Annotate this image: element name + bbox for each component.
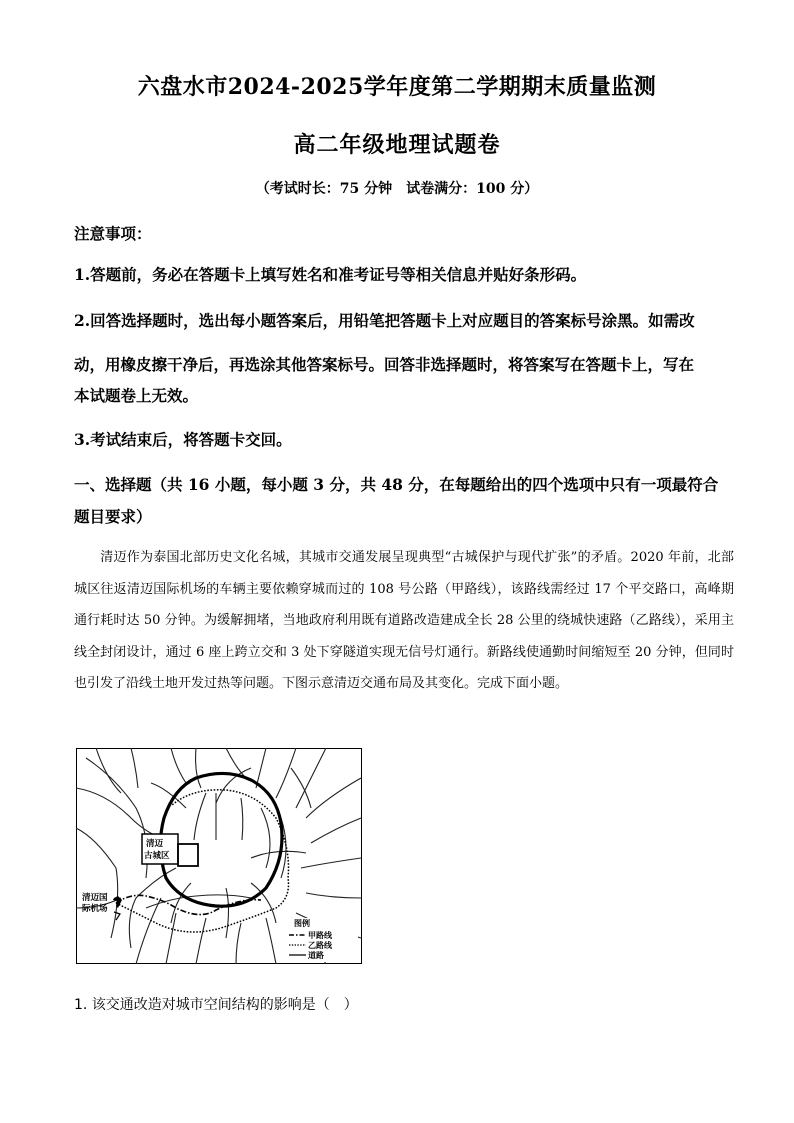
exam-title: 六盘水市2024-2025学年度第二学期期末质量监测 [137,74,657,100]
note-item-2-line-1: 2.回答选择题时，选出每小题答案后，用铅笔把答题卡上对应题目的答案标号涂黑。如需改 [74,311,695,330]
section-heading-line-2: 题目要求） [74,507,152,526]
legend-title: 图例 [294,919,310,928]
old-city-label-2: 古城区 [144,851,170,861]
airport-label-2: 际机场 [82,904,108,914]
note-item-3: 3.考试结束后，将答题卡交回。 [74,430,292,449]
question-1: 1. 该交通改造对城市空间结构的影响是（ ） [74,997,358,1013]
passage-text: 清迈作为泰国北部历史文化名城，其城市交通发展呈现典型“古城保护与现代扩张”的矛盾。2020 年前，北部城区往返清迈国际机场的车辆主要依赖穿城而过的 108 号公路（甲路线），该路线需经过 17 个平交路口，高峰期通行耗时达 50 分钟。为缓解拥堵，当地政府利用既有道路改造建成全长 28 公里的绕城快速路（乙路线），采用主线全封闭设计，通过 6 座上跨立交和 3 处下穿隧道实现无信号灯通行。新路线使通勤时间缩短至 20 分钟，但同时也引发了沿线土地开发过热等问题。下图示意清迈交通布局及其变化。完成下面小题。 [74,550,734,691]
notes-heading: 注意事项： [74,224,152,243]
traffic-map [76,748,362,964]
legend-jia-label: 甲路线 [308,931,332,940]
legend-yi-label: 乙路线 [308,941,332,950]
note-item-1: 1.答题前，务必在答题卡上填写姓名和准考证号等相关信息并贴好条形码。 [74,265,587,284]
legend-road-label: 道路 [308,951,324,960]
passage [74,542,734,700]
exam-subtitle: 高二年级地理试题卷 [293,132,501,158]
note-item-2-line-2: 动，用橡皮擦干净后，再选涂其他答案标号。回答非选择题时，将答案写在答题卡上，写在 [74,355,695,374]
airport-label-1: 清迈国 [82,893,108,903]
map-legend [286,918,358,962]
note-item-2-line-3: 本试题卷上无效。 [74,386,199,405]
old-city-label-1: 清迈 [146,839,164,849]
section-heading-line-1: 一、选择题（共 16 小题，每小题 3 分，共 48 分，在每题给出的四个选项中只有一项最符合 [74,475,719,494]
exam-info: （考试时长：75 分钟 试卷满分：100 分） [255,181,539,197]
